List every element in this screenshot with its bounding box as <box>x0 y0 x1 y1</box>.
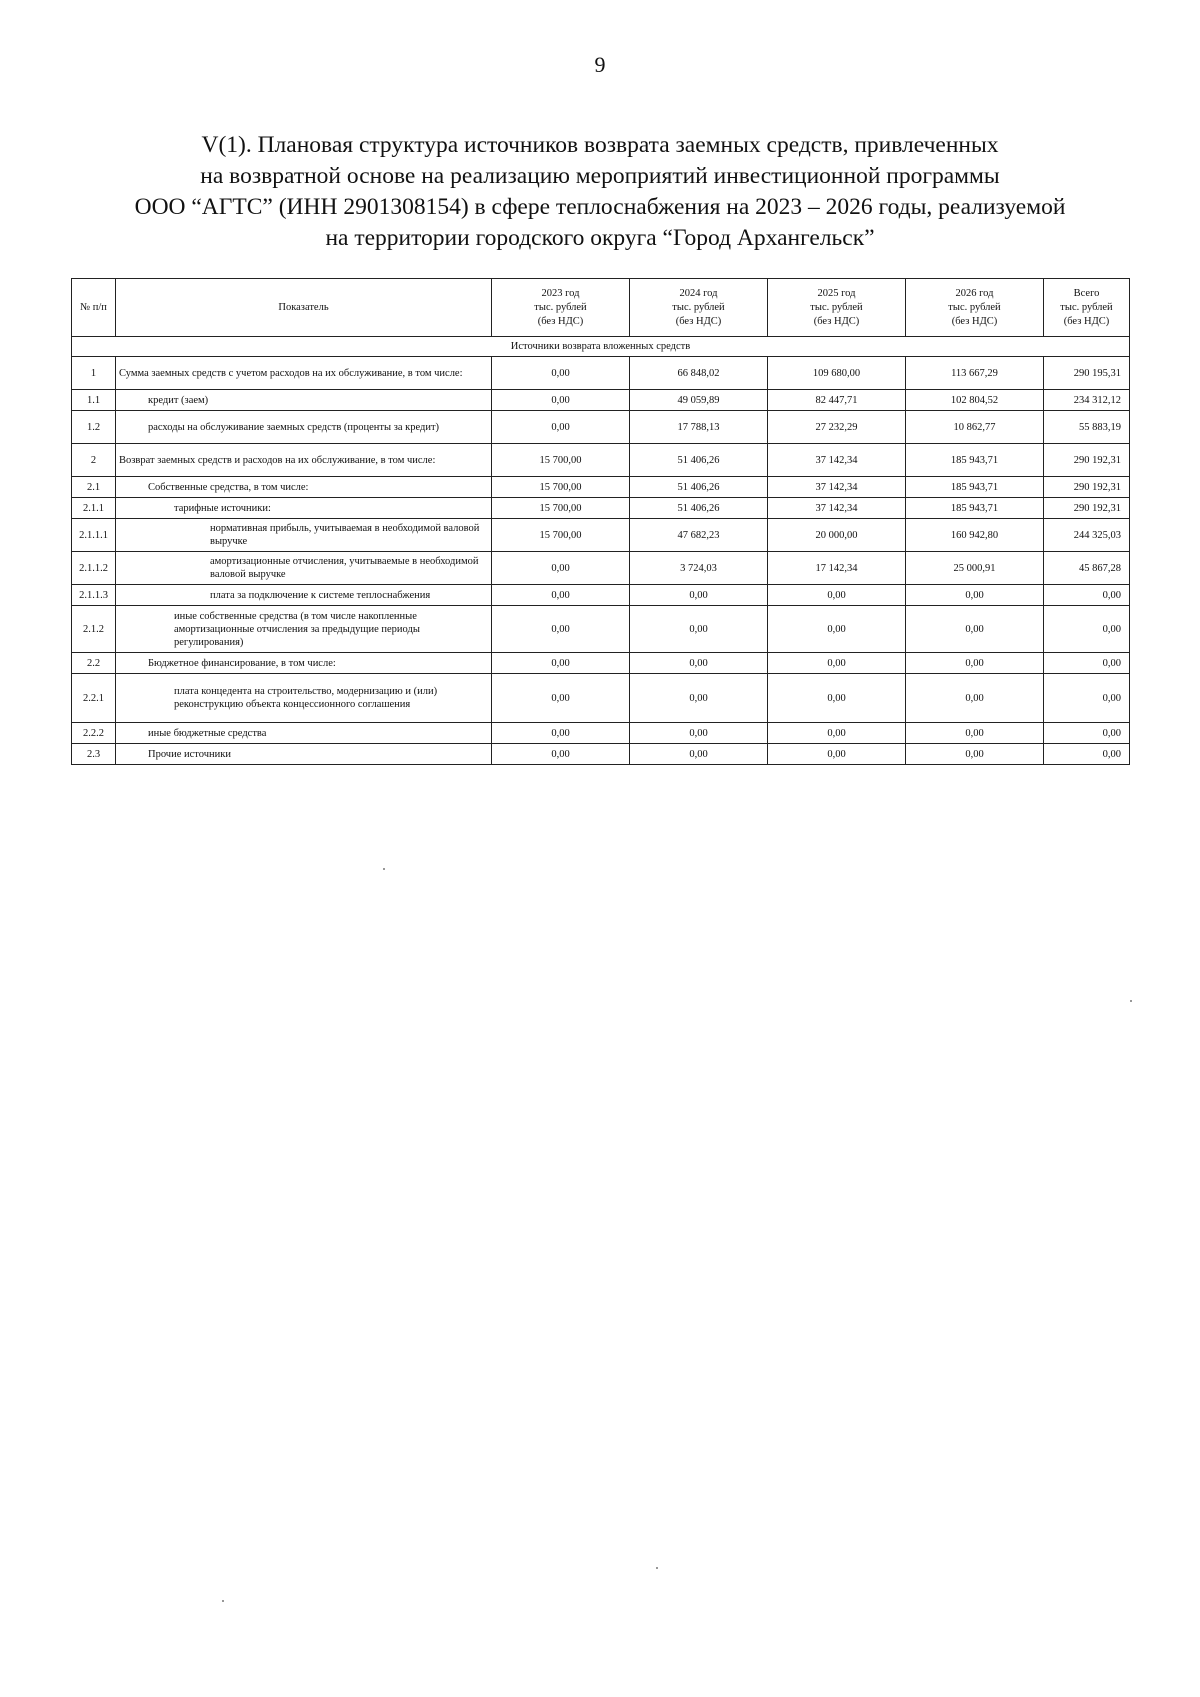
row-name: амортизационные отчисления, учитываемые в необходимой валовой выручке <box>116 552 492 585</box>
row-num: 2.3 <box>72 744 116 765</box>
value-2026: 0,00 <box>906 723 1044 744</box>
header-year: 2023 год <box>541 287 580 299</box>
value-2024: 0,00 <box>630 723 768 744</box>
header-unit: тыс. рублей <box>1060 301 1113 313</box>
value-total: 45 867,28 <box>1044 552 1130 585</box>
value-2023: 0,00 <box>492 390 630 411</box>
table-row <box>72 653 1130 674</box>
value-2024: 47 682,23 <box>630 519 768 552</box>
row-name: кредит (заем) <box>116 390 492 411</box>
page-number: 9 <box>594 52 606 77</box>
document-title <box>60 130 1140 254</box>
table-row <box>72 477 1130 498</box>
value-2024: 51 406,26 <box>630 444 768 477</box>
title-line: на территории городского округа “Город Архангельск” <box>325 225 875 251</box>
value-2025: 17 142,34 <box>768 552 906 585</box>
value-2026: 0,00 <box>906 606 1044 653</box>
header-vat: (без НДС) <box>675 315 722 327</box>
row-name: Прочие источники <box>116 744 492 765</box>
value-2026: 113 667,29 <box>906 357 1044 390</box>
header-year-2026 <box>906 279 1044 337</box>
value-total: 234 312,12 <box>1044 390 1130 411</box>
value-total: 0,00 <box>1044 653 1130 674</box>
funding-sources-table <box>71 278 1130 765</box>
row-num: 2.2.1 <box>72 674 116 723</box>
row-name: нормативная прибыль, учитываемая в необходимой валовой выручке <box>116 519 492 552</box>
row-num: 2 <box>72 444 116 477</box>
value-2025: 0,00 <box>768 585 906 606</box>
value-2024: 0,00 <box>630 744 768 765</box>
row-name: расходы на обслуживание заемных средств (проценты за кредит) <box>116 411 492 444</box>
header-year-2023 <box>492 279 630 337</box>
value-2025: 37 142,34 <box>768 477 906 498</box>
table-row <box>72 390 1130 411</box>
table-row <box>72 585 1130 606</box>
value-total: 290 192,31 <box>1044 444 1130 477</box>
value-2023: 15 700,00 <box>492 477 630 498</box>
title-line: на возвратной основе на реализацию мероприятий инвестиционной программы <box>200 163 1000 189</box>
scan-speck <box>1130 1000 1132 1002</box>
header-num: № п/п <box>72 279 116 337</box>
value-total: 55 883,19 <box>1044 411 1130 444</box>
value-2024: 0,00 <box>630 674 768 723</box>
value-2025: 27 232,29 <box>768 411 906 444</box>
value-2025: 0,00 <box>768 744 906 765</box>
value-2023: 15 700,00 <box>492 519 630 552</box>
header-year: 2026 год <box>955 287 994 299</box>
row-num: 2.1.2 <box>72 606 116 653</box>
value-total: 0,00 <box>1044 744 1130 765</box>
row-name: тарифные источники: <box>116 498 492 519</box>
section-row <box>72 337 1130 357</box>
value-2026: 25 000,91 <box>906 552 1044 585</box>
row-num: 2.1.1.1 <box>72 519 116 552</box>
row-name: Сумма заемных средств с учетом расходов на их обслуживание, в том числе: <box>116 357 492 390</box>
value-2024: 49 059,89 <box>630 390 768 411</box>
value-2023: 15 700,00 <box>492 498 630 519</box>
row-name: иные собственные средства (в том числе накопленные амортизационные отчисления за предыдущие периоды регулирования) <box>116 606 492 653</box>
value-2023: 0,00 <box>492 653 630 674</box>
scan-speck <box>222 1600 224 1602</box>
value-2026: 185 943,71 <box>906 498 1044 519</box>
value-2025: 82 447,71 <box>768 390 906 411</box>
row-name: иные бюджетные средства <box>116 723 492 744</box>
table-row <box>72 723 1130 744</box>
value-2024: 0,00 <box>630 585 768 606</box>
value-2025: 20 000,00 <box>768 519 906 552</box>
table-row <box>72 444 1130 477</box>
value-total: 290 195,31 <box>1044 357 1130 390</box>
header-vat: (без НДС) <box>1063 315 1110 327</box>
value-2023: 0,00 <box>492 744 630 765</box>
header-vat: (без НДС) <box>951 315 998 327</box>
row-name: Бюджетное финансирование, в том числе: <box>116 653 492 674</box>
header-unit: тыс. рублей <box>810 301 863 313</box>
table-row <box>72 552 1130 585</box>
row-name: плата концедента на строительство, модернизацию и (или) реконструкцию объекта концессионного соглашения <box>116 674 492 723</box>
table-row <box>72 674 1130 723</box>
value-2023: 0,00 <box>492 411 630 444</box>
value-total: 0,00 <box>1044 606 1130 653</box>
header-year: Всего <box>1073 287 1100 299</box>
value-2026: 0,00 <box>906 674 1044 723</box>
value-total: 244 325,03 <box>1044 519 1130 552</box>
row-num: 2.2 <box>72 653 116 674</box>
row-num: 1.1 <box>72 390 116 411</box>
header-year: 2024 год <box>679 287 718 299</box>
value-2025: 0,00 <box>768 674 906 723</box>
row-num: 2.1 <box>72 477 116 498</box>
row-num: 2.1.1.2 <box>72 552 116 585</box>
value-2025: 37 142,34 <box>768 498 906 519</box>
value-2023: 0,00 <box>492 674 630 723</box>
section-title: Источники возврата вложенных средств <box>72 337 1130 357</box>
header-year: 2025 год <box>817 287 856 299</box>
header-vat: (без НДС) <box>537 315 584 327</box>
value-2026: 160 942,80 <box>906 519 1044 552</box>
row-name: плата за подключение к системе теплоснабжения <box>116 585 492 606</box>
table-row <box>72 411 1130 444</box>
value-2024: 66 848,02 <box>630 357 768 390</box>
scan-speck <box>383 868 385 870</box>
row-name: Возврат заемных средств и расходов на их обслуживание, в том числе: <box>116 444 492 477</box>
value-2023: 0,00 <box>492 585 630 606</box>
header-vat: (без НДС) <box>813 315 860 327</box>
value-2026: 10 862,77 <box>906 411 1044 444</box>
title-line: ООО “АГТС” (ИНН 2901308154) в сфере теплоснабжения на 2023 – 2026 годы, реализуемой <box>134 194 1066 220</box>
value-total: 290 192,31 <box>1044 477 1130 498</box>
value-2025: 0,00 <box>768 606 906 653</box>
row-num: 1.2 <box>72 411 116 444</box>
value-2026: 0,00 <box>906 585 1044 606</box>
value-2023: 0,00 <box>492 552 630 585</box>
header-unit: тыс. рублей <box>534 301 587 313</box>
value-total: 290 192,31 <box>1044 498 1130 519</box>
value-2023: 0,00 <box>492 606 630 653</box>
value-2026: 0,00 <box>906 653 1044 674</box>
value-2026: 102 804,52 <box>906 390 1044 411</box>
table-row <box>72 498 1130 519</box>
value-2023: 0,00 <box>492 723 630 744</box>
table-row <box>72 744 1130 765</box>
table-row <box>72 357 1130 390</box>
row-num: 2.2.2 <box>72 723 116 744</box>
header-year-2025 <box>768 279 906 337</box>
scan-speck <box>656 1567 658 1569</box>
value-2024: 0,00 <box>630 653 768 674</box>
header-total <box>1044 279 1130 337</box>
value-2024: 3 724,03 <box>630 552 768 585</box>
value-2024: 51 406,26 <box>630 477 768 498</box>
value-total: 0,00 <box>1044 585 1130 606</box>
value-2026: 0,00 <box>906 744 1044 765</box>
table-row <box>72 606 1130 653</box>
header-unit: тыс. рублей <box>948 301 1001 313</box>
value-2023: 0,00 <box>492 357 630 390</box>
header-unit: тыс. рублей <box>672 301 725 313</box>
header-year-2024 <box>630 279 768 337</box>
value-total: 0,00 <box>1044 723 1130 744</box>
title-line: V(1). Плановая структура источников возврата заемных средств, привлеченных <box>201 132 999 158</box>
row-name: Собственные средства, в том числе: <box>116 477 492 498</box>
row-num: 1 <box>72 357 116 390</box>
value-2024: 17 788,13 <box>630 411 768 444</box>
value-2026: 185 943,71 <box>906 444 1044 477</box>
value-2025: 0,00 <box>768 653 906 674</box>
value-2024: 51 406,26 <box>630 498 768 519</box>
table-row <box>72 519 1130 552</box>
value-2026: 185 943,71 <box>906 477 1044 498</box>
header-name: Показатель <box>116 279 492 337</box>
value-2024: 0,00 <box>630 606 768 653</box>
row-num: 2.1.1 <box>72 498 116 519</box>
value-2023: 15 700,00 <box>492 444 630 477</box>
value-2025: 0,00 <box>768 723 906 744</box>
table-header-row <box>72 279 1130 337</box>
value-total: 0,00 <box>1044 674 1130 723</box>
row-num: 2.1.1.3 <box>72 585 116 606</box>
value-2025: 109 680,00 <box>768 357 906 390</box>
value-2025: 37 142,34 <box>768 444 906 477</box>
